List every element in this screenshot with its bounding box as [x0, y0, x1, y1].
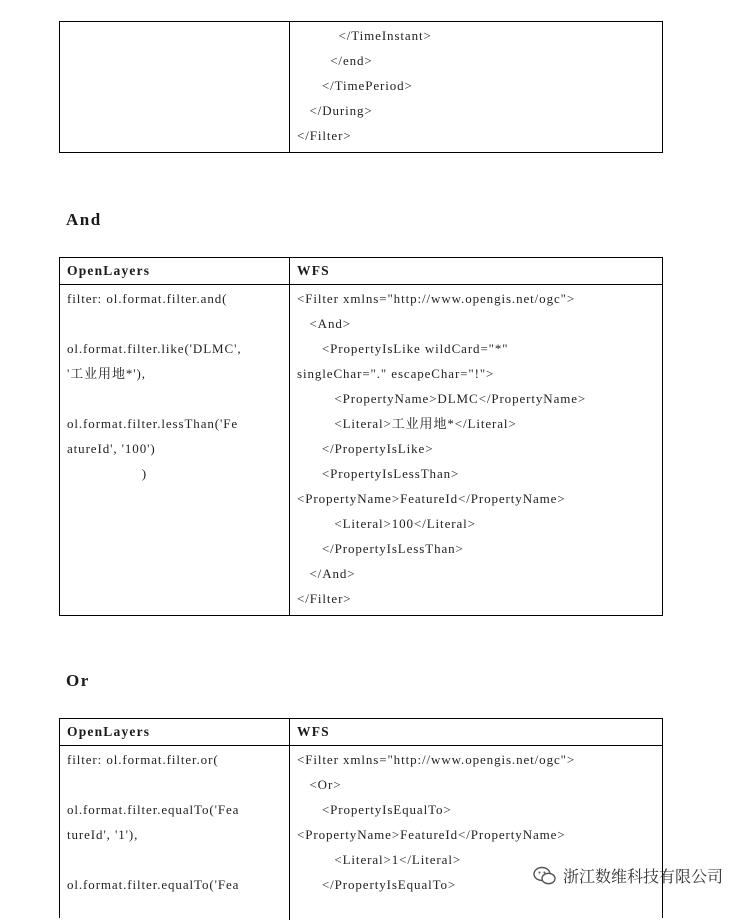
section-heading-and: And: [66, 210, 102, 229]
openlayers-cell: [60, 285, 290, 615]
code-line: </TimeInstant>: [297, 28, 432, 43]
code-line: <PropertyName>DLMC</PropertyName>: [297, 391, 587, 406]
code-line: filter: ol.format.filter.or(: [67, 752, 219, 767]
code-line: <Or>: [297, 777, 342, 792]
code-line: </TimePeriod>: [297, 78, 413, 93]
code-line: <PropertyIsLike wildCard="*": [297, 341, 509, 356]
code-line: </And>: [297, 566, 356, 581]
code-line: ): [67, 466, 147, 481]
code-line: </end>: [297, 53, 373, 68]
code-line: ol.format.filter.equalTo('Fea: [67, 802, 240, 817]
table-header-row: [60, 719, 662, 745]
code-line: <Filter xmlns="http://www.opengis.net/ogc">: [297, 752, 576, 767]
section-heading-or: Or: [66, 671, 90, 690]
watermark: [533, 864, 723, 887]
header-openlayers: OpenLayers: [60, 258, 290, 284]
code-line: [60, 311, 289, 336]
code-line: tureId', '1'),: [67, 827, 139, 842]
code-line: <PropertyName>FeatureId</PropertyName>: [297, 827, 566, 842]
wechat-icon: [533, 866, 557, 886]
code-line: atureId', '100'): [67, 441, 156, 456]
wfs-cell: [290, 285, 662, 615]
code-line: </PropertyIsEqualTo>: [297, 877, 457, 892]
code-line: <And>: [297, 316, 352, 331]
code-line: <PropertyName>FeatureId</PropertyName>: [297, 491, 566, 506]
code-line: </Filter>: [297, 128, 352, 143]
openlayers-cell: [60, 746, 290, 920]
and-filter-table: [59, 257, 663, 616]
code-line: ol.format.filter.like('DLMC',: [67, 341, 242, 356]
code-line: </During>: [297, 103, 373, 118]
code-line: [60, 386, 289, 411]
code-line: </PropertyIsLike>: [297, 441, 434, 456]
wfs-cell: [290, 22, 662, 152]
or-filter-table: [59, 718, 663, 918]
table-row: [60, 284, 662, 615]
code-line: singleChar="." escapeChar="!">: [297, 366, 495, 381]
time-filter-table: [59, 21, 663, 153]
code-line: <Literal>100</Literal>: [297, 516, 476, 531]
table-header-row: [60, 258, 662, 284]
code-line: [60, 23, 289, 48]
code-line: ol.format.filter.equalTo('Fea: [67, 877, 240, 892]
code-line: <Literal>工业用地*</Literal>: [297, 416, 517, 431]
header-wfs: WFS: [297, 263, 330, 278]
wfs-cell: [290, 746, 662, 920]
watermark-text: 浙江数维科技有限公司: [562, 867, 723, 886]
code-line: [60, 772, 289, 797]
code-line: [60, 847, 289, 872]
code-line: </PropertyIsLessThan>: [297, 541, 464, 556]
code-line: <Literal>1</Literal>: [297, 852, 462, 867]
header-wfs: WFS: [297, 724, 330, 739]
table-row: [60, 745, 662, 920]
code-line: <Filter xmlns="http://www.opengis.net/ogc">: [297, 291, 576, 306]
code-line: <PropertyIsEqualTo>: [297, 802, 452, 817]
code-line: </Filter>: [297, 591, 352, 606]
code-line: '工业用地*'),: [67, 366, 146, 381]
code-line: filter: ol.format.filter.and(: [67, 291, 228, 306]
openlayers-cell: [60, 22, 290, 152]
code-line: ol.format.filter.lessThan('Fe: [67, 416, 239, 431]
code-line: <PropertyIsLessThan>: [297, 466, 460, 481]
table-row: [60, 22, 662, 152]
header-openlayers: OpenLayers: [60, 719, 290, 745]
